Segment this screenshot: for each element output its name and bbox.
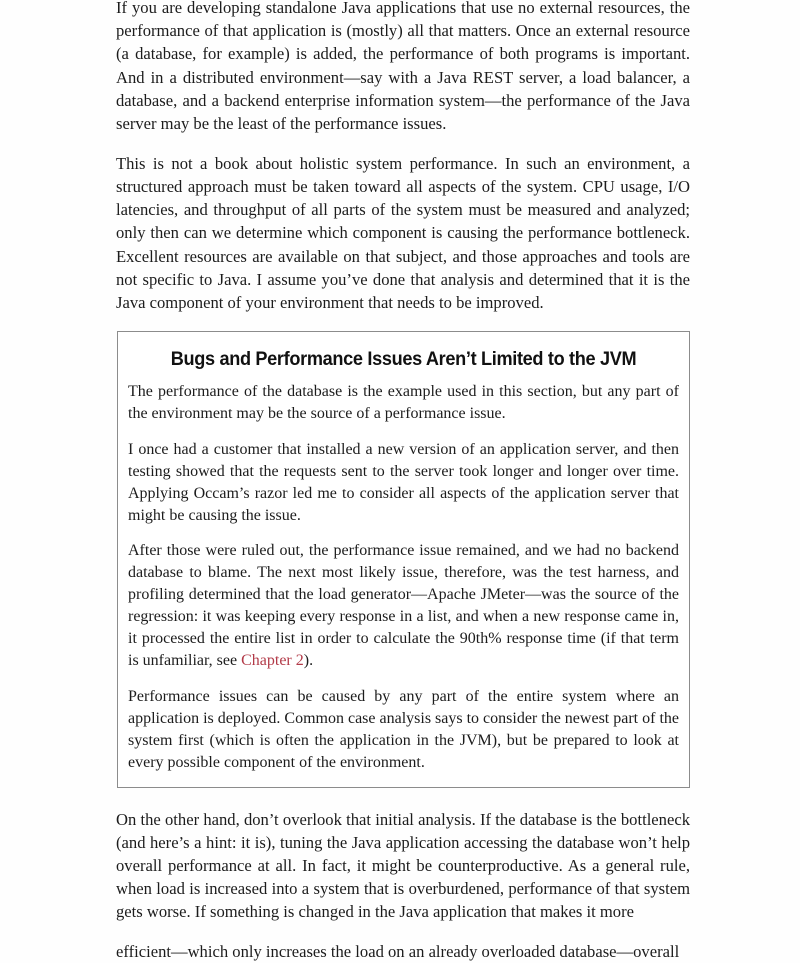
sidebar-callout-box [117,331,690,788]
paragraph-holistic-performance: This is not a book about holistic system performance. In such an environment, a structured approach must be taken toward all aspects of the system. CPU usage, I/O latencies, and throughput of all parts of the system must be measured and analyzed; only then can we determine which component is causing the performance bottleneck. Excellent resources are available on that subject, and those approaches and tools are not specific to Java. I assume you’ve done that analysis and determined that it is the Java component of your environment that needs to be improved. [116,153,690,312]
sidebar-paragraph-common-case-analysis: Performance issues can be caused by any part of the entire system where an application is deployed. Common case analysis says to consider the newest part of the system first (which is often the application in the JVM), but be prepared to look at every possible component of the environment. [128,687,679,771]
paragraph-initial-analysis: On the other hand, don’t overlook that initial analysis. If the database is the bottleneck (and here’s a hint: it is), tuning the Java application accessing the database won’t help overall performance at all. In fact, it might be counterproductive. As a general rule, when load is increased into a system that is overburdened, performance of that system gets worse. If something is changed in the Java application that makes it more [116,809,690,922]
sidebar-paragraph-customer-story: I once had a customer that installed a new version of an application server, and then testing showed that the requests sent to the server took longer and longer over time. Applying Occam’s razor led me to consider all aspects of the application server that might be causing the issue. [128,440,679,524]
sidebar-title: Bugs and Performance Issues Aren’t Limited to the JVM [170,348,637,371]
paragraph-clipped-bottom-line: efficient—which only increases the load on an already overloaded database—overall [116,942,680,962]
sidebar-paragraph-jmeter-regression [127,540,680,672]
chapter-2-xref-link[interactable]: Chapter 2 [241,652,304,670]
sidebar-text-after-xref: ). [303,652,314,670]
paragraph-standalone-apps: If you are developing standalone Java applications that use no external resources, the performance of that application is (mostly) all that matters. Once an external resource (a database, for example) is added, the performance of both programs is important. And in a distributed environment—say with a Java REST server, a load balancer, a database, and a backend enterprise information system—the performance of the Java server may be the least of the performance issues. [116,0,690,134]
sidebar-paragraph-database-example: The performance of the database is the example used in this section, but any part of the environment may be the source of a performance issue. [128,383,679,423]
page-content-column [116,0,690,963]
sidebar-text-before-xref: After those were ruled out, the performance issue remained, and we had no backend database to blame. The next most likely issue, therefore, was the test harness, and profiling determined that the load generator—Apache JMeter—was the source of the regression: it was keeping every response in a list, and when a new response came in, it processed the entire list in order to calculate the 90th% response time (if that term is unfamiliar, see [128,542,679,670]
